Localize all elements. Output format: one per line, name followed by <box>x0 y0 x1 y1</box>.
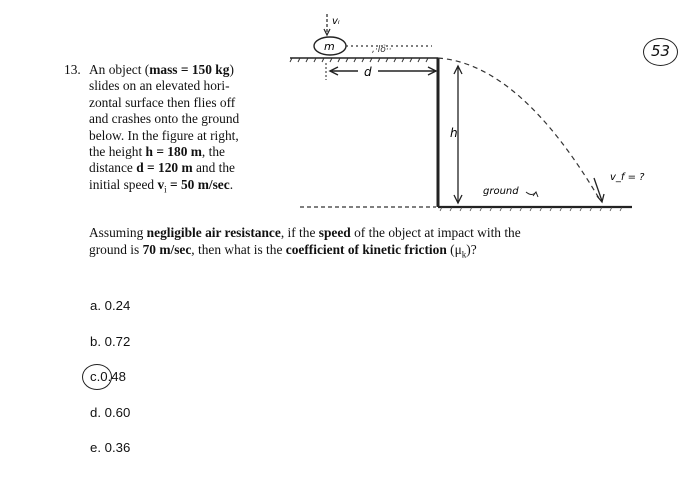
question-line-2: slides on an elevated hori- <box>89 78 230 94</box>
d-label: d <box>364 65 372 79</box>
choice-b[interactable] <box>90 334 130 349</box>
question-line-3: zontal surface then flies off <box>89 94 236 110</box>
choice-d-value: 0.60 <box>104 405 131 420</box>
vf-label: v_f = ? <box>610 172 645 183</box>
choice-e[interactable] <box>90 440 130 455</box>
choice-c-value: 0.48 <box>100 369 126 384</box>
choice-b-value: 0.72 <box>104 334 131 349</box>
choice-e-letter: e. <box>90 440 101 455</box>
slide-marks: ,·lỏ·· <box>372 45 392 55</box>
choice-c[interactable] <box>90 369 126 384</box>
choice-d[interactable] <box>90 405 130 420</box>
page-number-text: 53 <box>651 42 671 60</box>
question-number: 13. <box>64 62 81 77</box>
followup-question <box>89 225 649 263</box>
followup-line-1: Assuming negligible air resistance, if the speed of the object at impact with the <box>89 225 521 240</box>
question-line-8: initial speed $v_i = 50$ m/sec. <box>89 176 234 195</box>
choice-d-letter: d. <box>90 405 101 420</box>
question-line-5: below. In the figure at right, <box>89 127 239 143</box>
question-line-1: An object (mass = 150 kg) <box>89 62 234 77</box>
ground-label: ground <box>483 186 519 197</box>
choice-a-letter: a. <box>90 298 101 313</box>
question-line-4: and crashes onto the ground <box>89 111 240 127</box>
h-label: h <box>450 126 458 140</box>
question-line-6: the height h = 180 m, the <box>89 144 225 160</box>
vi-label: vᵢ <box>332 16 340 27</box>
choice-c-letter-circled <box>90 369 100 384</box>
choice-c-letter: c. <box>90 369 101 384</box>
trajectory <box>438 58 600 200</box>
question-line-7: distance d = 120 m and the <box>89 160 235 176</box>
mass-label: m <box>324 40 335 53</box>
selected-answer-circle <box>82 364 112 390</box>
choice-a[interactable] <box>90 298 130 313</box>
followup-line-2: ground is 70 m/sec, then what is the coefficient of kinetic friction $(\mu_k)$? <box>89 241 477 260</box>
choice-a-value: 0.24 <box>104 298 131 313</box>
choice-e-value: 0.36 <box>104 440 131 455</box>
choice-b-letter: b. <box>90 334 101 349</box>
